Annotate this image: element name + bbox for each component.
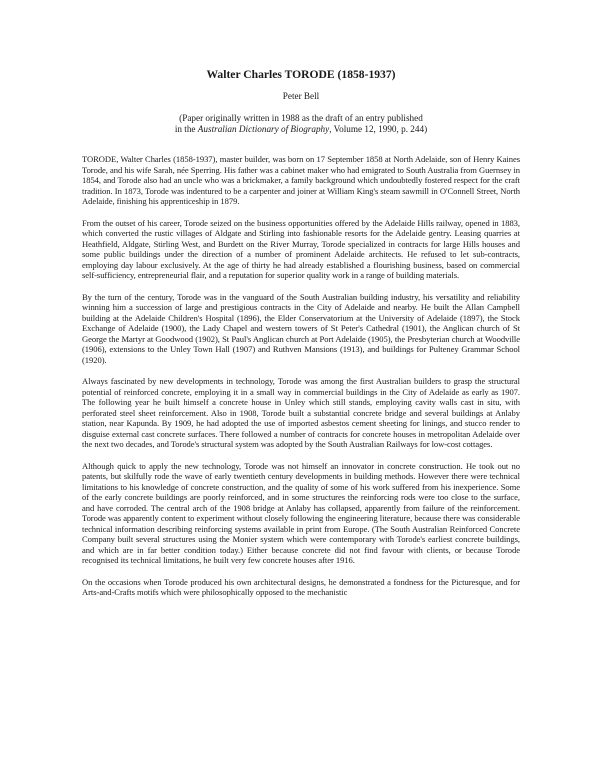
document-title: Walter Charles TORODE (1858-1937)	[206, 68, 396, 81]
paragraph-2: From the outset of his career, Torode seized on the business opportunities offered by the Adelaide Hills railway, opened in 1883, which converted the rustic villages of Aldgate and Stirling into fashionable resorts for the Adelaide gentry. Leasing quarries at Heathfield, Aldgate, Stirling West, and Burdett on the River Murray, Torode specialized in contracts for large Hills houses and some public buildings under the direction of a number of prominent Adelaide architects. He refused to let sub-contracts, employing day labour exclusively. At the age of thirty he had already established a flourishing business, based on commercial self-sufficiency, entrepreneurial flair, and a reputation for superior quality work in a range of building materials.	[82, 217, 520, 280]
publication-note-prefix: in the	[174, 124, 198, 134]
paragraph-6: On the occasions when Torode produced his own architectural designs, he demonstrated a fondness for the Picturesque, and for Arts-and-Crafts motifs which were philosophically opposed to the mechanistic	[82, 576, 520, 597]
publication-title: Australian Dictionary of Biography	[197, 124, 330, 134]
paragraph-1: TORODE, Walter Charles (1858-1937), master builder, was born on 17 September 1858 at North Adelaide, son of Henry Kaines Torode, and his wife Sarah, née Sperring. His father was a cabinet maker who had emigrated to South Australia from Guernsey in 1854, and Torode also had an uncle who was a brickmaker, a family background which undoubtedly fostered respect for the craft tradition. In 1873, Torode was indentured to be a carpenter and joiner at William King's steam sawmill in O'Connell Street, North Adelaide, finishing his apprenticeship in 1879.	[82, 154, 520, 206]
publication-note	[82, 113, 520, 135]
publication-note-line-1: (Paper originally written in 1988 as the draft of an entry published	[179, 113, 423, 123]
author-name: Peter Bell	[282, 91, 320, 101]
document-page	[82, 68, 520, 609]
publication-note-line-2	[82, 124, 520, 135]
paragraph-3: By the turn of the century, Torode was in the vanguard of the South Australian building industry, his versatility and reliability winning him a succession of large and prestigious contracts in the City of Adelaide and nearby. He built the Allan Campbell building at the Adelaide Children's Hospital (1896), the Elder Conservatorium at the University of Adelaide (1897), the Stock Exchange of Adelaide (1900), the Lady Chapel and western towers of St Peter's Cathedral (1901), the Anglican church of St George the Martyr at Goodwood (1902), St Paul's Anglican church at Port Adelaide (1905), the Presbyterian church at Woodville (1906), extensions to the Unley Town Hall (1907) and Ruthven Mansions (1913), and buildings for Pulteney Grammar School (1920).	[82, 291, 520, 365]
publication-note-suffix: , Volume 12, 1990, p. 244)	[329, 124, 428, 134]
paragraph-5: Although quick to apply the new technology, Torode was not himself an innovator in concrete construction. He took out no patents, but skilfully rode the wave of early twentieth century developments in building methods. However there were technical limitations to his knowledge of concrete construction, and the quality of some of his work suffered from his inexperience. Some of the early concrete buildings are poorly reinforced, and in some structures the reinforcing rods were too close to the surface, and have corroded. The central arch of the 1908 bridge at Anlaby has collapsed, apparently from failure of the reinforcement. Torode was apparently content to experiment without closely following the engineering literature, because there was considerable technical information describing reinforcing systems available in print from Europe. (The South Australian Reinforced Concrete Company built several structures using the Monier system which were contemporary with Torode's earliest concrete buildings, and which are in far better condition today.) Either because concrete did not find favour with clients, or because Torode recognised its technical limitations, he built very few concrete houses after 1916.	[82, 460, 520, 565]
paragraph-4: Always fascinated by new developments in technology, Torode was among the first Australian builders to grasp the structural potential of reinforced concrete, employing it in a small way in commercial buildings in the City of Adelaide as early as 1907. The following year he built himself a concrete house in Unley which still stands, employing cavity walls cast in situ, with perforated steel sheet reinforcement. Also in 1908, Torode built a substantial concrete bridge and several buildings at Anlaby station, near Kapunda. By 1909, he had adopted the use of imported asbestos cement sheeting for linings, and stucco render to disguise external cast concrete surfaces. There followed a number of contracts for concrete houses in metropolitan Adelaide over the next two decades, and Torode's structural system was adopted by the South Australian Railways for low-cost cottages.	[82, 376, 520, 449]
